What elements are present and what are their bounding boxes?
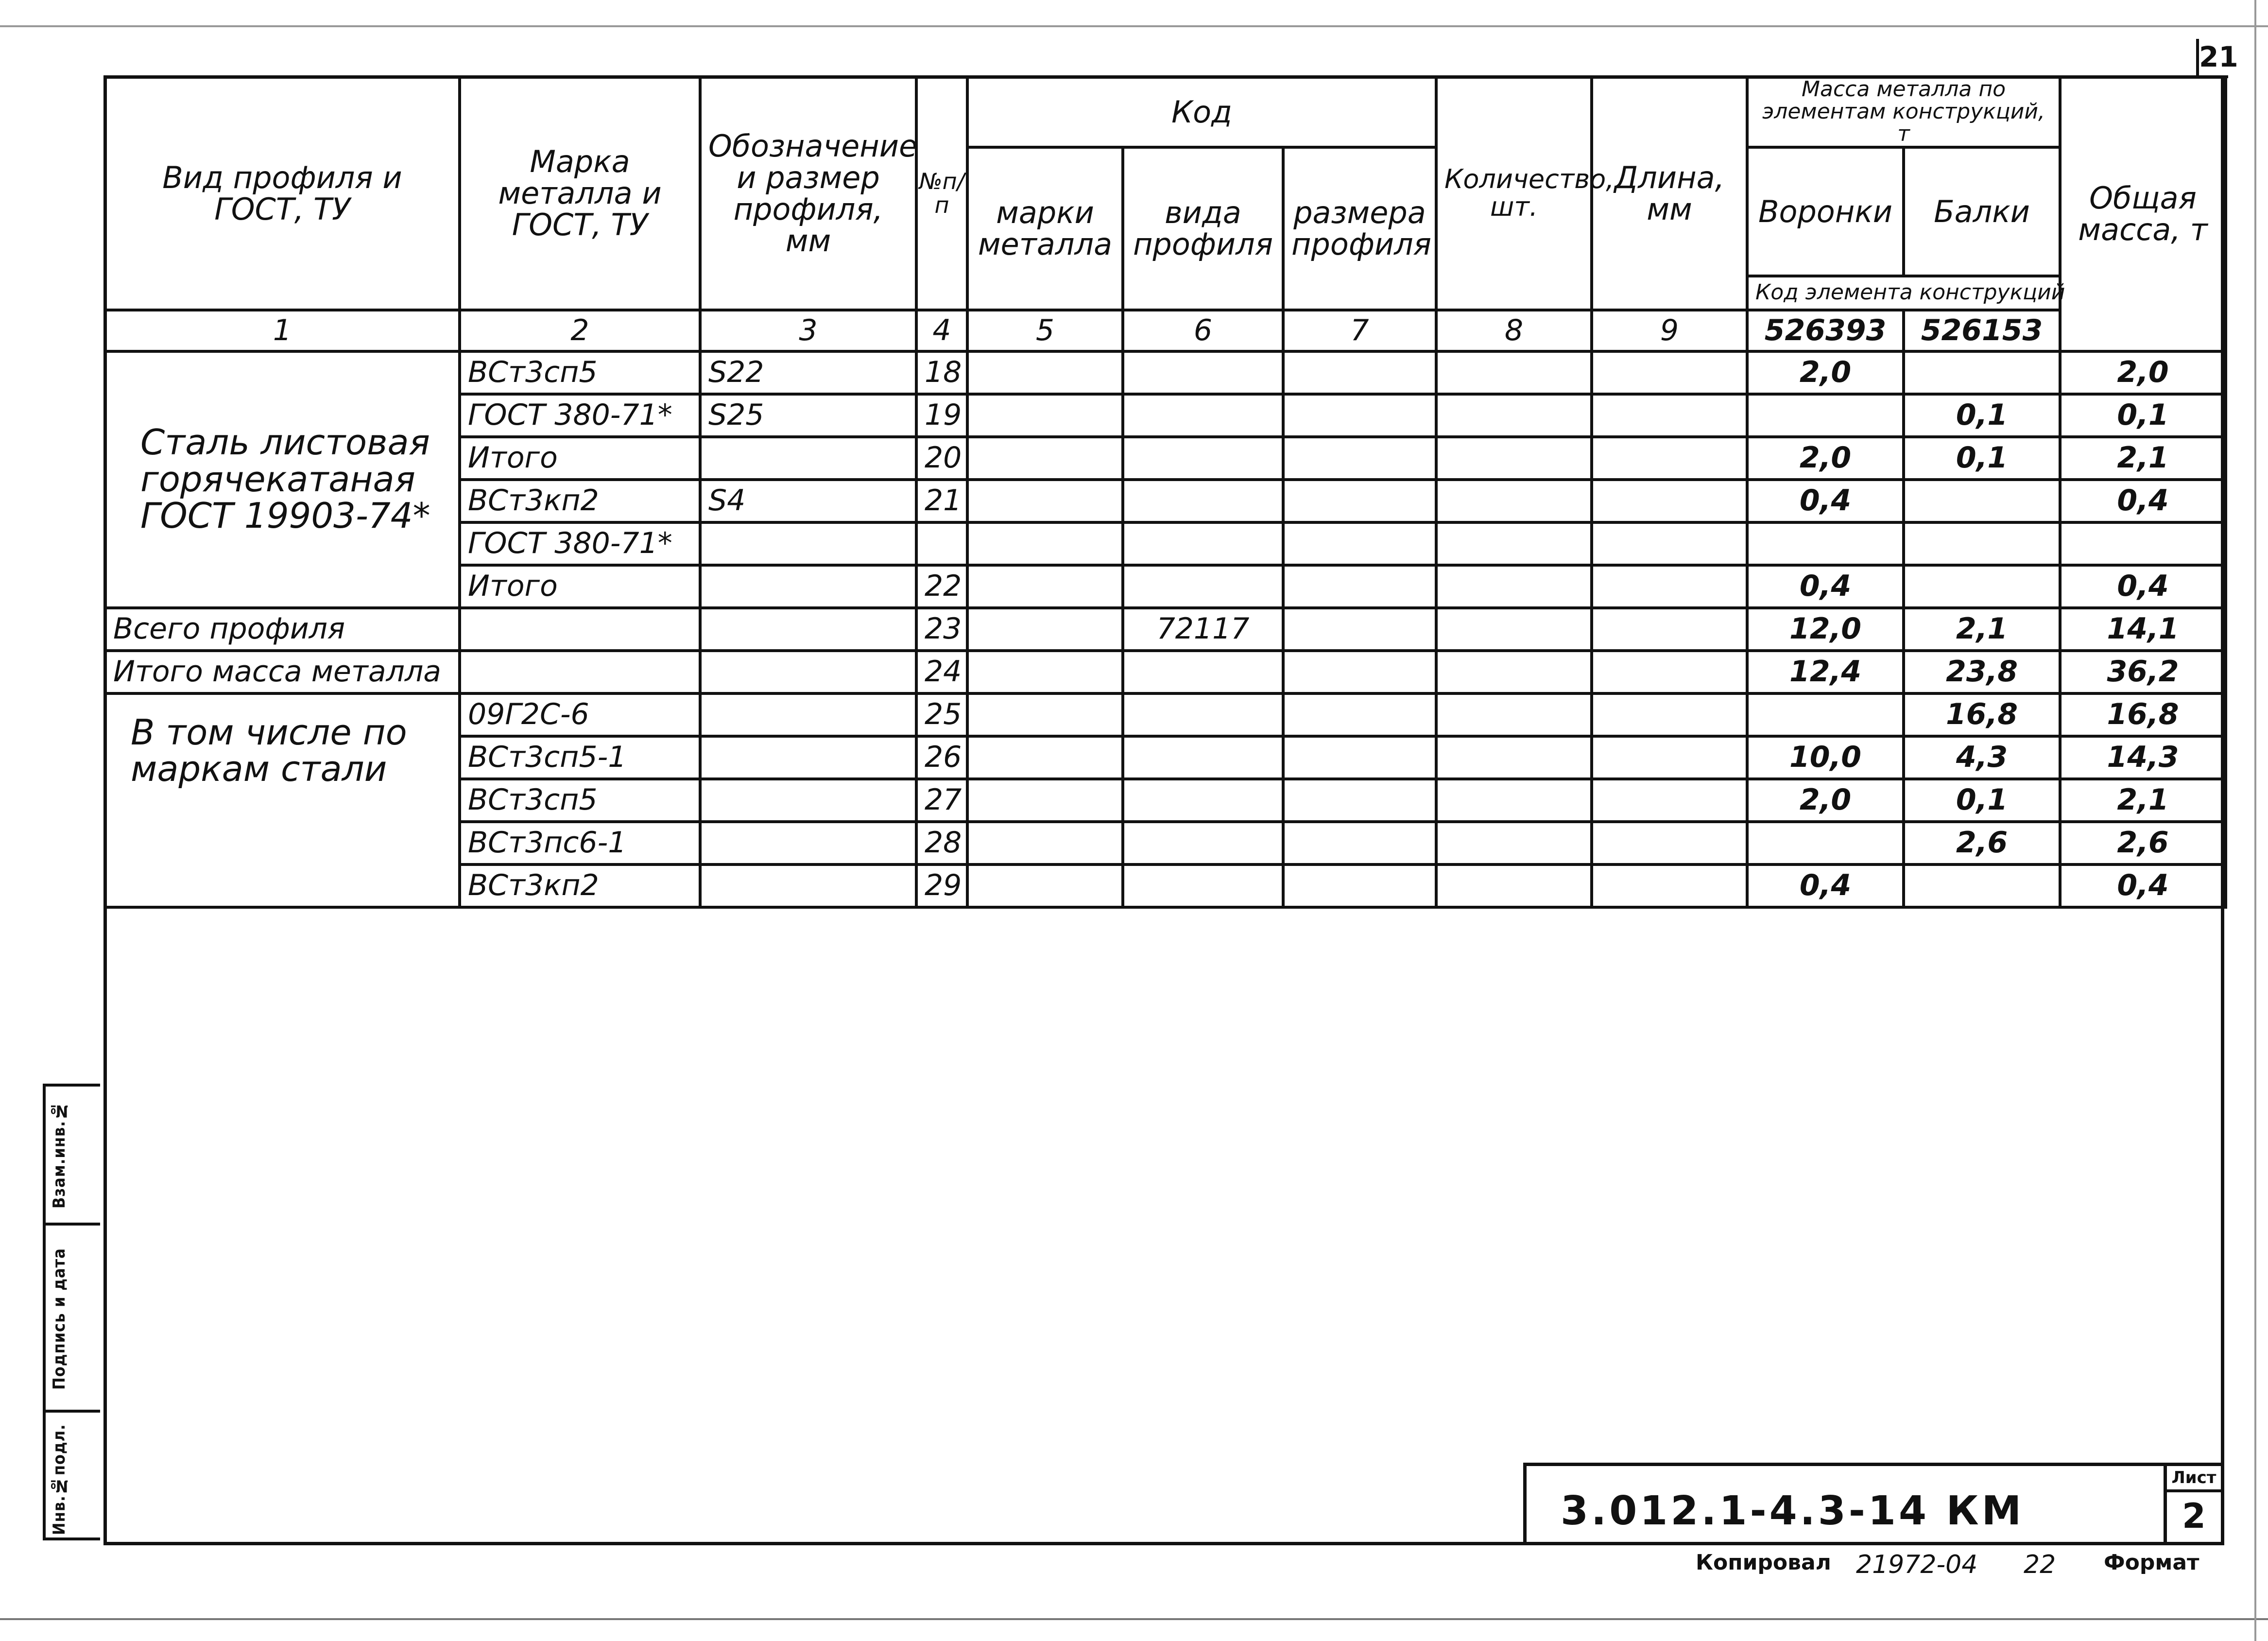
mass-total: 0,4 [2060, 565, 2226, 608]
group-by-grade-label: В том числе по маркам стали [105, 693, 460, 907]
mass-total: 2,0 [2060, 351, 2226, 394]
mass-total: 0,4 [2060, 480, 2226, 522]
col-number: 4 [916, 310, 967, 351]
row-number: 25 [916, 693, 967, 736]
stamp-cell-vzam [46, 1087, 100, 1223]
footer-format: Формат [2104, 1550, 2199, 1575]
size-cell [700, 522, 916, 565]
mass-total: 14,1 [2060, 608, 2226, 651]
row-number: 23 [916, 608, 967, 651]
col-number: 9 [1592, 310, 1747, 351]
footer-copied: Копировал [1696, 1550, 1831, 1575]
mass-total: 0,1 [2060, 394, 2226, 437]
col-number: 6 [1123, 310, 1283, 351]
header-mass-funnels: Воронки [1747, 147, 1904, 276]
mass-beams: 0,1 [1904, 779, 2060, 822]
mass-total: 2,1 [2060, 437, 2226, 480]
size-cell [700, 437, 916, 480]
stamp-inv-label: Инв.№подл. [50, 1424, 69, 1535]
stamp-cell-inv [46, 1410, 100, 1543]
side-stamp [43, 1084, 100, 1540]
mass-beams: 16,8 [1904, 693, 2060, 736]
col-number: 3 [700, 310, 916, 351]
mass-beams: 0,1 [1904, 437, 2060, 480]
grade-cell: ГОСТ 380-71* [460, 394, 700, 437]
size-cell [700, 565, 916, 608]
footer-order: 21972-04 [1856, 1550, 1978, 1579]
header-total-mass: Общая масса, т [2060, 77, 2226, 351]
mass-total: 36,2 [2060, 651, 2226, 693]
mass-total: 2,1 [2060, 779, 2226, 822]
row-number: 20 [916, 437, 967, 480]
mass-beams: 0,1 [1904, 394, 2060, 437]
header-code-size: размера профиля [1283, 147, 1436, 310]
mass-beams: 2,1 [1904, 608, 2060, 651]
mass-funnels [1747, 693, 1904, 736]
mass-funnels: 2,0 [1747, 779, 1904, 822]
col-number: 1 [105, 310, 460, 351]
sheet-label: Лист [2167, 1466, 2221, 1492]
header-profile-size: Обозначение и размер профиля, мм [700, 77, 916, 310]
col-number: 7 [1283, 310, 1436, 351]
bottom-trim-line [0, 1618, 2268, 1620]
specification-table [103, 75, 2227, 909]
mass-beams: 2,6 [1904, 822, 2060, 864]
total-profile-label: Всего профиля [105, 608, 460, 651]
header-metal-grade: Марка металла и ГОСТ, ТУ [460, 77, 700, 310]
col-number: 2 [460, 310, 700, 351]
mass-beams: 23,8 [1904, 651, 2060, 693]
mass-funnels: 12,4 [1747, 651, 1904, 693]
mass-funnels: 0,4 [1747, 565, 1904, 608]
grade-cell: ГОСТ 380-71* [460, 522, 700, 565]
sheet-number: 2 [2182, 1496, 2206, 1536]
row-number [916, 522, 967, 565]
mass-funnels [1747, 822, 1904, 864]
stamp-cell-sign [46, 1223, 100, 1410]
header-mass-group: Масса металла по элементам конструкций, т [1747, 77, 2060, 147]
header-row-number: №п/п [916, 77, 967, 310]
right-trim-line [2254, 0, 2256, 1641]
group-sheet-steel-label: Сталь листовая горячекатаная ГОСТ 19903-74* [105, 351, 460, 608]
profile-code: 72117 [1123, 608, 1283, 651]
row-number: 28 [916, 822, 967, 864]
row-number: 26 [916, 736, 967, 779]
top-trim-line [0, 25, 2268, 27]
grade-cell: ВСт3сп5 [460, 351, 700, 394]
row-number: 24 [916, 651, 967, 693]
header-quantity: Количество, шт. [1436, 77, 1592, 310]
grade-cell: ВСт3кп2 [460, 480, 700, 522]
mass-total: 2,6 [2060, 822, 2226, 864]
row-number: 19 [916, 394, 967, 437]
stamp-vzam-label: Взам.инв.№ [50, 1101, 69, 1209]
mass-total [2060, 522, 2226, 565]
mass-beams [1904, 351, 2060, 394]
mass-total: 14,3 [2060, 736, 2226, 779]
document-code: 3.012.1-4.3-14 КМ [1561, 1488, 2025, 1534]
grade-cell: Итого [460, 565, 700, 608]
mass-funnels [1747, 394, 1904, 437]
col-number: 8 [1436, 310, 1592, 351]
grade-cell: 09Г2С-6 [460, 693, 700, 736]
mass-funnels [1747, 522, 1904, 565]
sheet-cell [2164, 1466, 2221, 1545]
size-cell: S22 [700, 351, 916, 394]
mass-funnels: 12,0 [1747, 608, 1904, 651]
row-number: 21 [916, 480, 967, 522]
header-code-profile: вида профиля [1123, 147, 1283, 310]
size-cell: S25 [700, 394, 916, 437]
col-number: 5 [967, 310, 1123, 351]
total-metal-mass-label: Итого масса металла [105, 651, 460, 693]
mass-funnels: 2,0 [1747, 351, 1904, 394]
header-code-group: Код [967, 77, 1436, 147]
stamp-sign-label: Подпись и дата [50, 1248, 69, 1390]
page-number: 21 [2196, 39, 2228, 78]
header-length: Длина, мм [1592, 77, 1747, 310]
mass-beams [1904, 864, 2060, 907]
grade-cell: Итого [460, 437, 700, 480]
mass-beams [1904, 565, 2060, 608]
row-number: 27 [916, 779, 967, 822]
header-code-metal: марки металла [967, 147, 1123, 310]
mass-beams: 4,3 [1904, 736, 2060, 779]
grade-cell: ВСт3пс6-1 [460, 822, 700, 864]
title-block [1523, 1463, 2224, 1545]
mass-total: 16,8 [2060, 693, 2226, 736]
mass-funnels: 10,0 [1747, 736, 1904, 779]
mass-funnels: 0,4 [1747, 864, 1904, 907]
mass-total: 0,4 [2060, 864, 2226, 907]
grade-cell: ВСт3кп2 [460, 864, 700, 907]
grade-cell: ВСт3сп5-1 [460, 736, 700, 779]
header-element-code-label: Код элемента конструкций [1747, 276, 2060, 310]
size-cell: S4 [700, 480, 916, 522]
element-code-funnels: 526393 [1747, 310, 1904, 351]
mass-funnels: 0,4 [1747, 480, 1904, 522]
footer-num: 22 [2024, 1550, 2056, 1579]
element-code-beams: 526153 [1904, 310, 2060, 351]
header-mass-beams: Балки [1904, 147, 2060, 276]
row-number: 18 [916, 351, 967, 394]
mass-funnels: 2,0 [1747, 437, 1904, 480]
mass-beams [1904, 480, 2060, 522]
grade-cell: ВСт3сп5 [460, 779, 700, 822]
row-number: 22 [916, 565, 967, 608]
header-profile-type: Вид профиля и ГОСТ, ТУ [105, 77, 460, 310]
mass-beams [1904, 522, 2060, 565]
row-number: 29 [916, 864, 967, 907]
